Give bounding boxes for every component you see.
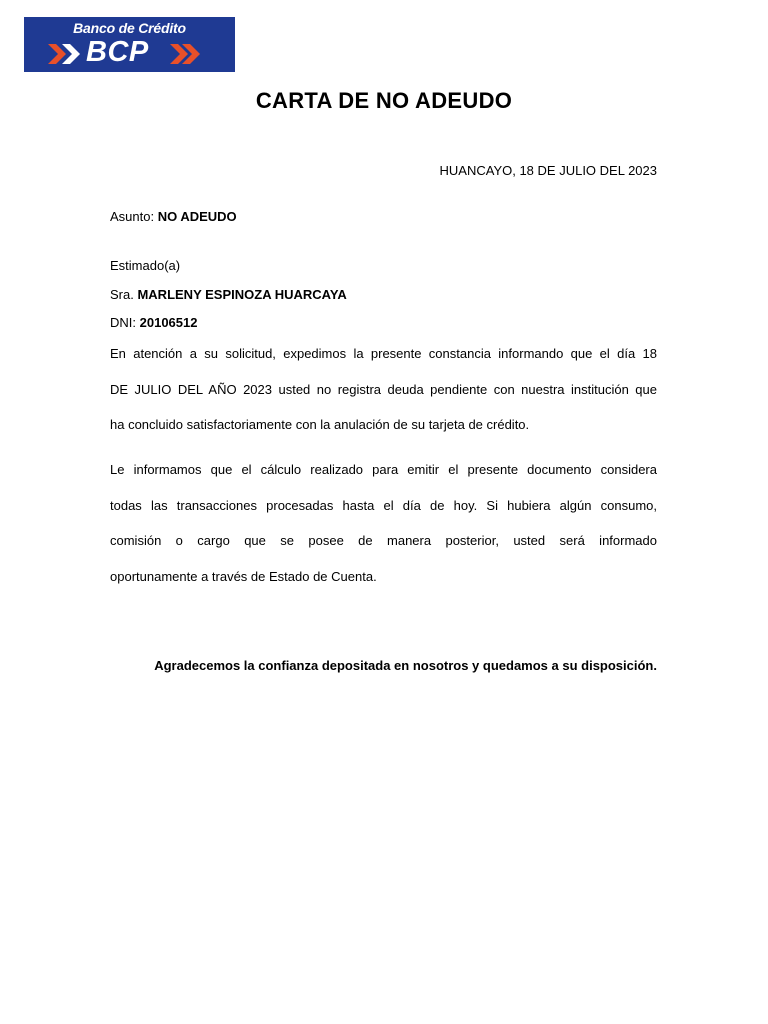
chevron-right-icon: [48, 42, 88, 66]
recipient-name: MARLENY ESPINOZA HUARCAYA: [137, 287, 347, 302]
dni-value: 20106512: [139, 315, 198, 330]
chevron-right-icon: [170, 42, 200, 66]
paragraph-line: En atención a su solicitud, expedimos la presente constancia informando que el día 18: [110, 346, 657, 361]
paragraph-attention: [110, 345, 657, 452]
subject-line: [110, 209, 237, 224]
bcp-logo: [24, 17, 235, 72]
dni-line: [110, 315, 197, 330]
paragraph-line: todas las transacciones procesadas hasta el día de hoy. Si hubiera algún consumo,: [110, 497, 657, 513]
logo-brand: BCP: [86, 36, 149, 68]
paragraph-line: oportunamente a través de Estado de Cuenta.: [110, 568, 377, 584]
letter-date: HUANCAYO, 18 DE JULIO DEL 2023: [439, 163, 657, 178]
paragraph-line: Le informamos que el cálculo realizado para emitir el presente documento considera: [110, 462, 657, 477]
subject-value: NO ADEUDO: [157, 209, 237, 224]
dni-label: DNI:: [110, 315, 140, 330]
logo-bank-name: Banco de Crédito: [73, 20, 186, 36]
paragraph-line: DE JULIO DEL AÑO 2023 usted no registra deuda pendiente con nuestra institución que: [110, 381, 657, 397]
recipient-line: [110, 287, 347, 302]
recipient-prefix: Sra.: [110, 287, 138, 302]
paragraph-line: comisión o cargo que se posee de manera posterior, usted será informado: [110, 533, 657, 548]
paragraph-line: ha concluido satisfactoriamente con la anulación de su tarjeta de crédito.: [110, 417, 530, 432]
greeting: Estimado(a): [110, 258, 181, 273]
paragraph-information: [110, 461, 657, 603]
closing-statement: Agradecemos la confianza depositada en nosotros y quedamos a su disposición.: [154, 658, 657, 673]
document-title: CARTA DE NO ADEUDO: [255, 88, 513, 113]
subject-label: Asunto:: [110, 209, 158, 224]
